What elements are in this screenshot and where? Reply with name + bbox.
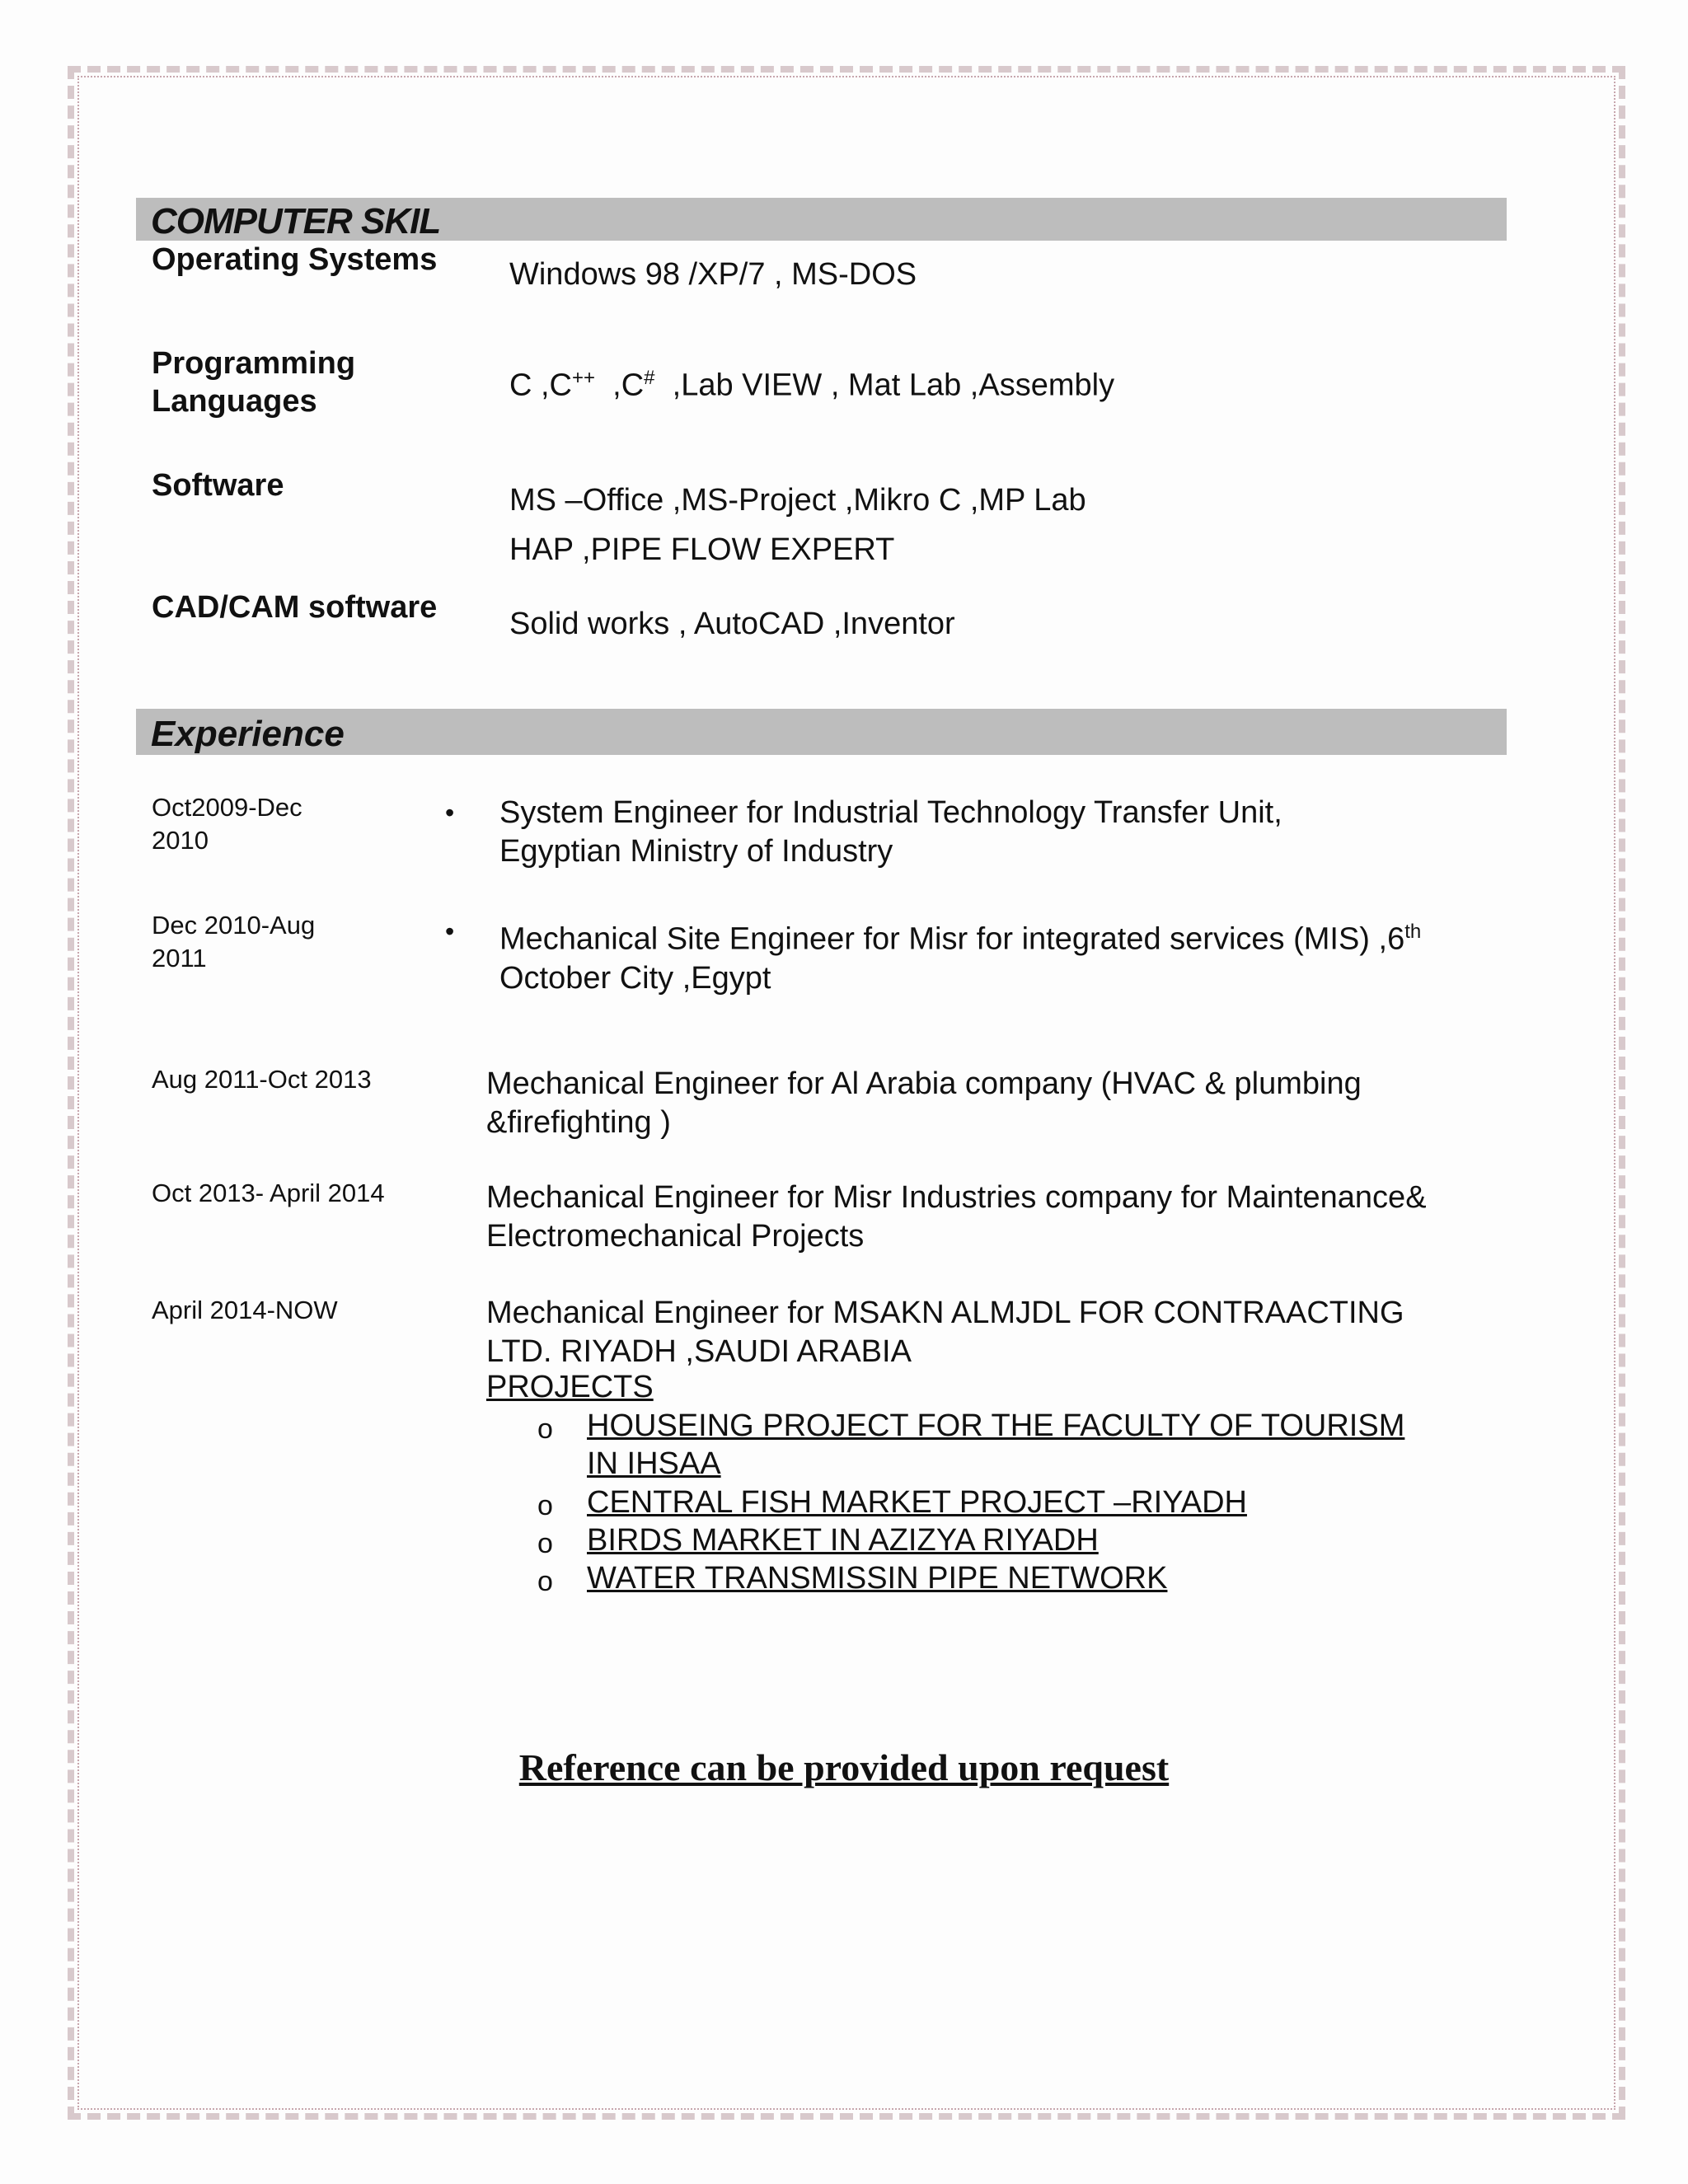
label-line: Programming [152,346,356,381]
description-line: System Engineer for Industrial Technology Transfer Unit, [499,795,1282,830]
project-text [587,1407,1404,1483]
description-line: &firefighting ) [486,1105,671,1140]
description-line: LTD. RIYADH ,SAUDI ARABIA [486,1334,912,1369]
description-line: Mechanical Engineer for MSAKN ALMJDL FOR CONTRAACTING [486,1296,1404,1330]
experience-date [152,909,315,975]
circle-bullet-icon: o [537,1566,553,1597]
section-title: Experience [151,714,345,754]
skill-label-cadcam: CAD/CAM software [152,590,438,625]
project-line: HOUSEING PROJECT FOR THE FACULTY OF TOURISM [587,1408,1405,1443]
circle-bullet-icon: o [537,1528,553,1559]
skill-label-os: Operating Systems [152,242,438,277]
experience-date: April 2014-NOW [152,1296,338,1324]
projects-heading: PROJECTS [486,1370,654,1404]
skill-label-programming [152,344,355,420]
circle-bullet-icon: o [537,1413,553,1445]
value-line: HAP ,PIPE FLOW EXPERT [509,532,895,567]
description-line: Mechanical Engineer for Misr Industries company for Maintenance& [486,1180,1427,1215]
project-text: BIRDS MARKET IN AZIZYA RIYADH [587,1523,1099,1558]
circle-bullet-icon: o [537,1490,553,1521]
project-line: IN IHSAA [587,1446,721,1481]
project-item [537,1559,1526,1597]
bullet: • [445,916,455,946]
experience-description [499,794,1282,871]
experience-description [486,1294,1404,1371]
description-line: Electromechanical Projects [486,1219,865,1254]
project-text: WATER TRANSMISSIN PIPE NETWORK [587,1561,1168,1596]
bullet: • [445,798,455,827]
project-item [537,1483,1526,1521]
label-line: Languages [152,384,317,419]
section-header-computer-skills [136,198,1507,241]
project-text: CENTRAL FISH MARKET PROJECT –RIYADH [587,1485,1247,1520]
skill-value-cadcam: Solid works , AutoCAD ,Inventor [509,607,955,641]
experience-description [486,1065,1362,1142]
skill-value-software [509,481,1086,569]
date-line: 2011 [152,944,207,972]
date-line: Oct2009-Dec [152,793,302,822]
project-item [537,1521,1526,1559]
experience-date: Oct 2013- April 2014 [152,1179,385,1207]
project-item [537,1407,1526,1483]
section-title: COMPUTER SKIL [151,201,441,241]
description-line: Mechanical Engineer for Al Arabia company (HVAC & plumbing [486,1066,1362,1101]
skill-label-software: Software [152,468,284,503]
experience-description [499,912,1421,998]
description-line: Egyptian Ministry of Industry [499,834,893,869]
date-line: Dec 2010-Aug [152,911,316,940]
description-line: October City ,Egypt [499,960,771,996]
description-line: Mechanical Site Engineer for Misr for integrated services (MIS) ,6th [499,921,1422,957]
skill-value-os: Windows 98 /XP/7 , MS-DOS [509,257,917,292]
skill-value-programming: C ,C++ ,C# ,Lab VIEW , Mat Lab ,Assembly [509,367,1115,403]
reference-note: Reference can be provided upon request [518,1746,1170,1788]
experience-date [152,791,302,857]
date-line: 2010 [152,826,209,855]
value-line: MS –Office ,MS-Project ,Mikro C ,MP Lab [509,483,1086,518]
experience-description [486,1179,1427,1256]
section-header-experience [136,709,1507,755]
experience-date: Aug 2011-Oct 2013 [152,1065,372,1094]
